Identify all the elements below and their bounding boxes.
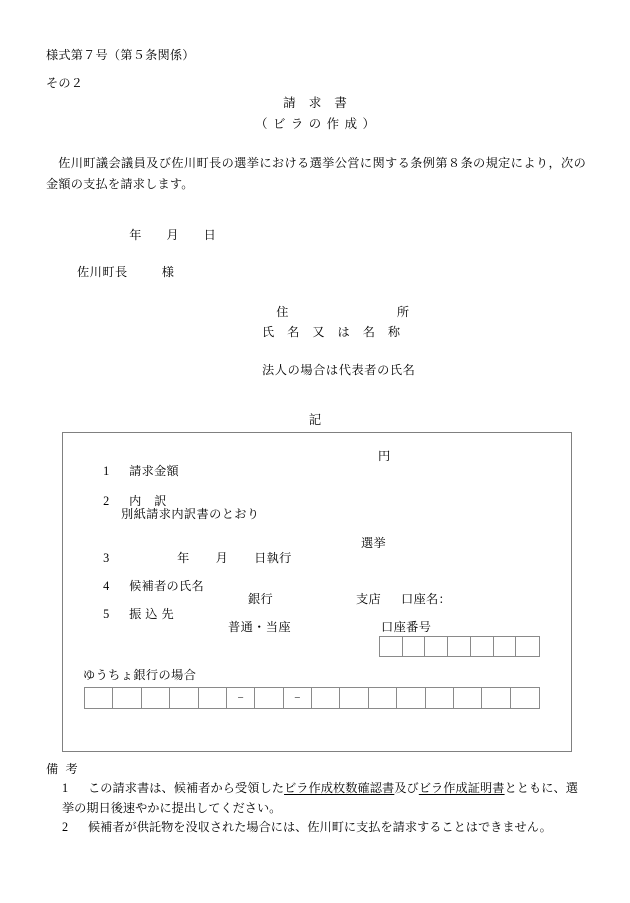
item-5-account-name-label: 口座名： xyxy=(401,592,451,606)
account-number-label: 口座番号 xyxy=(381,620,432,634)
remark-2-number: 2 xyxy=(62,820,69,834)
addressee xyxy=(64,246,174,299)
account-number-cell-2[interactable] xyxy=(403,637,426,656)
japan-post-label: ゆうちょ銀行の場合 xyxy=(83,668,197,682)
address-label-first: 住 xyxy=(276,304,289,319)
japan-post-cell-11[interactable] xyxy=(369,688,397,708)
account-number-cell-3[interactable] xyxy=(425,637,448,656)
signature-corporate-note: 法人の場合は代表者の氏名 xyxy=(262,363,416,377)
date-year-label: 年 xyxy=(129,227,143,242)
item-4-label: 候補者の氏名 xyxy=(129,579,205,593)
item-1-label: 請求金額 xyxy=(129,464,180,478)
item-3-month-label: 月 xyxy=(215,551,229,565)
date-month-label: 月 xyxy=(166,227,180,242)
item-2-detail: 別紙請求内訳書のとおり xyxy=(121,507,260,521)
remark-1-text-after: とともに、選挙の期日後速やかに提出してください。 xyxy=(62,781,578,815)
remark-item-2 xyxy=(62,818,578,838)
item-4-number: 4 xyxy=(103,579,110,593)
japan-post-cell-5[interactable] xyxy=(199,688,227,708)
japan-post-cell-12[interactable] xyxy=(397,688,425,708)
form-sub-number: その２ xyxy=(46,76,84,90)
japan-post-cell-8[interactable]: − xyxy=(284,688,312,708)
item-3-election-label: 選挙 xyxy=(361,536,386,550)
japan-post-cell-14[interactable] xyxy=(454,688,482,708)
japan-post-account-grid[interactable] xyxy=(84,687,540,709)
remark-1-text-middle: 及び xyxy=(394,781,419,795)
japan-post-cell-3[interactable] xyxy=(142,688,170,708)
remark-1-number: 1 xyxy=(62,781,69,795)
japan-post-cell-2[interactable] xyxy=(113,688,141,708)
addressee-honorific: 様 xyxy=(161,264,175,279)
item-5-branch-label: 支店 xyxy=(356,592,381,606)
box-heading: 記 xyxy=(308,413,322,427)
item-5-number: 5 xyxy=(103,607,110,621)
item-1-number: 1 xyxy=(103,464,110,478)
account-number-cell-6[interactable] xyxy=(494,637,517,656)
remark-1-underlined-doc-1: ビラ作成枚数確認書 xyxy=(284,781,395,795)
remarks-title xyxy=(46,761,78,779)
item-1-unit: 円 xyxy=(378,449,391,463)
account-number-cell-4[interactable] xyxy=(448,637,471,656)
signature-name-label: 氏名又は名称 xyxy=(262,325,414,339)
remarks-title-char-1: 備 xyxy=(46,762,59,776)
address-label-second: 所 xyxy=(396,304,410,319)
account-number-cell-5[interactable] xyxy=(471,637,494,656)
document-subtitle: （ビラの作成） xyxy=(255,117,381,131)
remark-1-underlined-doc-2: ビラ作成証明書 xyxy=(418,781,505,795)
japan-post-cell-7[interactable] xyxy=(255,688,283,708)
japan-post-cell-13[interactable] xyxy=(426,688,454,708)
remark-1-text-before: この請求書は、候補者から受領した xyxy=(88,781,285,795)
item-5-bank-label: 銀行 xyxy=(248,592,273,606)
japan-post-cell-9[interactable] xyxy=(312,688,340,708)
item-2-label: 内訳 xyxy=(129,494,180,508)
item-5-label: 振込先 xyxy=(129,607,178,621)
item-3-year-label: 年 xyxy=(177,551,190,565)
account-number-grid[interactable] xyxy=(379,636,540,657)
item-3-day-label: 日執行 xyxy=(254,551,292,565)
remark-2-text: 候補者が供託物を没収された場合には、佐川町に支払を請求することはできません。 xyxy=(88,820,552,834)
remarks-title-char-2: 考 xyxy=(65,762,78,776)
japan-post-cell-15[interactable] xyxy=(482,688,510,708)
account-number-cell-1[interactable] xyxy=(380,637,403,656)
account-number-cell-7[interactable] xyxy=(516,637,539,656)
form-number: 様式第７号（第５条関係） xyxy=(46,48,195,62)
content-box xyxy=(62,432,572,752)
date-day-label: 日 xyxy=(203,227,217,242)
deposit-type-label: 普通・当座 xyxy=(228,620,291,634)
item-2-number: 2 xyxy=(103,494,110,508)
remark-item-1 xyxy=(62,779,578,819)
intro-paragraph: 佐川町議会議員及び佐川町長の選挙における選挙公営に関する条例第８条の規定により，次の金額の支払を請求します。 xyxy=(46,156,586,192)
addressee-name: 佐川町長 xyxy=(77,264,128,279)
japan-post-cell-16[interactable] xyxy=(511,688,539,708)
japan-post-cell-4[interactable] xyxy=(170,688,198,708)
japan-post-cell-10[interactable] xyxy=(340,688,368,708)
document-title: 請求書 xyxy=(283,96,360,110)
japan-post-cell-1[interactable] xyxy=(85,688,113,708)
japan-post-cell-6[interactable]: − xyxy=(227,688,255,708)
item-3-number: 3 xyxy=(103,551,110,565)
